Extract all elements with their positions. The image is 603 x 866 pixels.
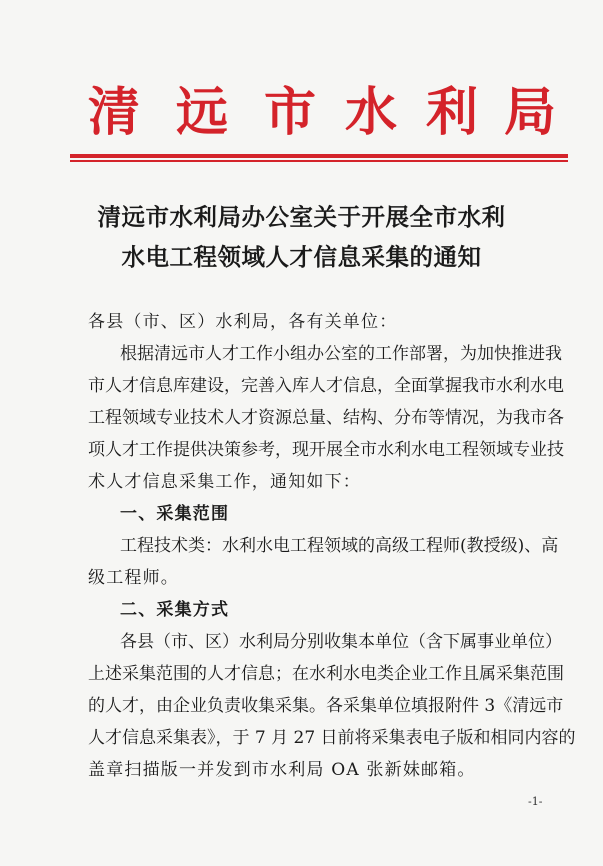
body-line: 工程技术类：水利水电工程领域的高级工程师(教授级)、高 — [120, 536, 559, 556]
masthead-char: 局 — [504, 82, 557, 143]
body-line: 术人才信息采集工作，通知如下： — [88, 472, 361, 492]
section-heading: 二、采集方式 — [120, 600, 230, 620]
body-line: 上述采集范围的人才信息；在水利水电类企业工作且属采集范围 — [88, 664, 564, 684]
section-heading: 一、采集范围 — [120, 504, 230, 524]
masthead-rule-thin — [70, 160, 568, 162]
masthead-rule-thick — [70, 154, 568, 158]
masthead — [0, 78, 603, 148]
body-line: 项人才工作提供决策参考，现开展全市水利水电工程领域专业技 — [88, 440, 564, 460]
body-line: 市人才信息库建设，完善入库人才信息，全面掌握我市水利水电 — [88, 376, 564, 396]
masthead-char: 水 — [345, 82, 398, 143]
body-line: 级工程师。 — [88, 568, 179, 588]
salutation: 各县（市、区）水利局，各有关单位： — [88, 312, 398, 332]
body-line: 工程领域专业技术人才资源总量、结构、分布等情况，为我市各 — [88, 408, 564, 428]
body-line: 根据清远市人才工作小组办公室的工作部署，为加快推进我 — [120, 344, 562, 364]
body-line: 盖章扫描版一并发到市水利局 OA 张新妹邮箱。 — [88, 760, 476, 780]
body-line: 各县（市、区）水利局分别收集本单位（含下属事业单位） — [120, 632, 562, 652]
page-number: -1- — [528, 795, 543, 808]
masthead-char: 利 — [426, 82, 479, 143]
masthead-char: 清 — [88, 82, 141, 143]
document-title-line-1: 清远市水利局办公室关于开展全市水利 — [97, 203, 506, 231]
masthead-char: 远 — [176, 82, 229, 143]
body-line: 的人才，由企业负责收集采集。各采集单位填报附件 3《清远市 — [88, 696, 564, 716]
masthead-char: 市 — [264, 82, 317, 143]
body-line: 人才信息采集表》，于 7 月 27 日前将采集表电子版和相同内容的 — [88, 728, 576, 748]
document-title-line-2: 水电工程领域人才信息采集的通知 — [121, 243, 482, 271]
